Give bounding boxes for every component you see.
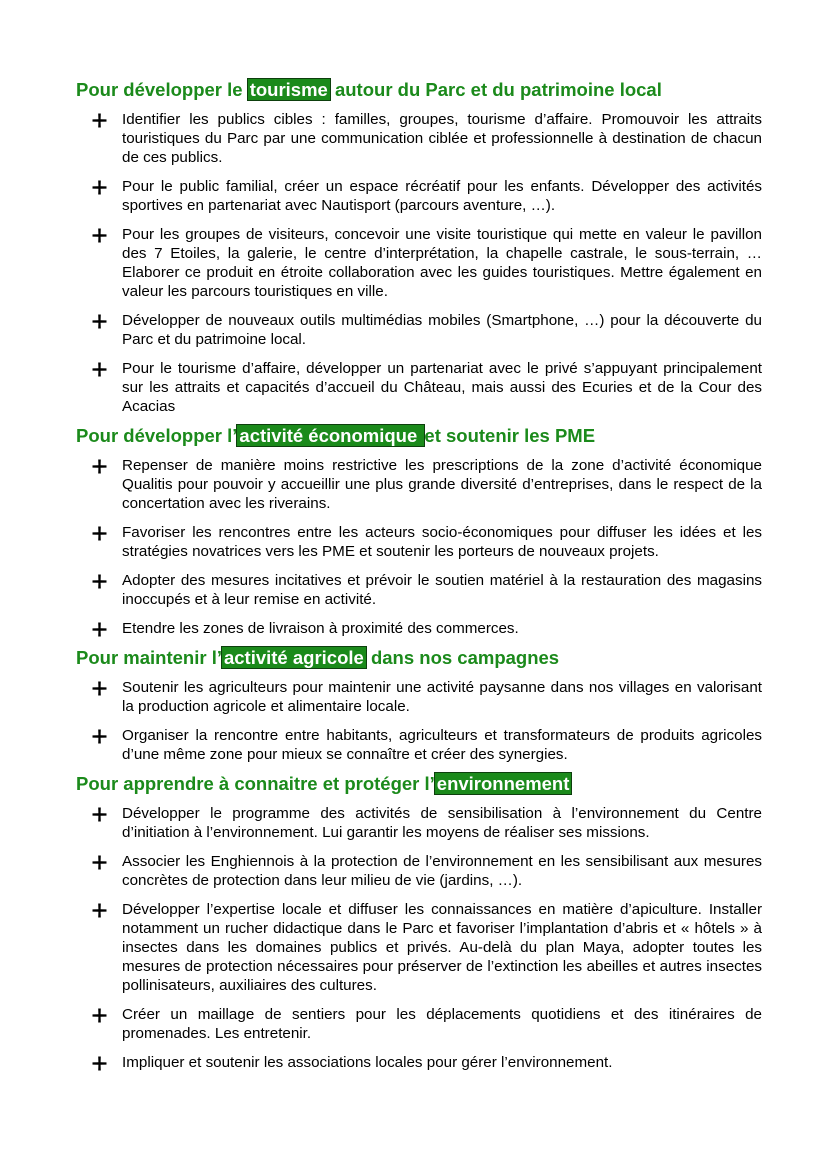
heading-prefix: Pour maintenir l’: [76, 647, 222, 668]
plus-bullet-icon: [92, 113, 107, 128]
list-item-text: Développer de nouveaux outils multimédias mobiles (Smartphone, …) pour la découverte du Parc et du patrimoine local.: [122, 312, 762, 348]
list-item-text: Organiser la rencontre entre habitants, agriculteurs et transformateurs de produits agricoles d’une même zone pour mieux se connaître et créer des synergies.: [122, 727, 762, 763]
list-item: [76, 110, 762, 167]
list-item: [76, 1005, 762, 1043]
list-item-text: Favoriser les rencontres entre les acteurs socio-économiques pour diffuser les idées et les stratégies novatrices vers les PME et soutenir les porteurs de nouveaux projets.: [122, 524, 762, 560]
section-heading: [76, 78, 762, 102]
list-item: [76, 804, 762, 842]
list-item: [76, 619, 762, 638]
plus-bullet-icon: [92, 729, 107, 744]
plus-bullet-icon: [92, 622, 107, 637]
heading-suffix: et soutenir les PME: [424, 425, 596, 446]
plus-bullet-icon: [92, 1056, 107, 1071]
list-item: [76, 571, 762, 609]
list-item-text: Impliquer et soutenir les associations locales pour gérer l’environnement.: [122, 1054, 613, 1071]
heading-highlight: activité agricole: [223, 647, 364, 668]
list-item-text: Adopter des mesures incitatives et prévoir le soutien matériel à la restauration des magasins inoccupés et à leur remise en activité.: [122, 572, 762, 608]
bullet-list: [76, 110, 762, 416]
list-item-text: Créer un maillage de sentiers pour les déplacements quotidiens et des itinéraires de promenades. Les entretenir.: [122, 1006, 762, 1042]
list-item-text: Pour le tourisme d’affaire, développer un partenariat avec le privé s’appuyant principalement sur les attraits et capacités d’accueil du Château, mais aussi des Ecuries et de la Cour des Acacias: [122, 360, 762, 415]
plus-bullet-icon: [92, 526, 107, 541]
section-tourisme: [76, 78, 762, 416]
list-item: [76, 678, 762, 716]
heading-suffix: dans nos campagnes: [365, 647, 560, 668]
heading-highlight: activité économique: [239, 425, 423, 446]
list-item: [76, 900, 762, 995]
list-item-text: Etendre les zones de livraison à proximité des commerces.: [122, 620, 519, 637]
heading-prefix: Pour développer le: [76, 79, 248, 100]
heading-highlight: tourisme: [249, 79, 328, 100]
heading-highlight: environnement: [436, 773, 570, 794]
list-item: [76, 456, 762, 513]
plus-bullet-icon: [92, 180, 107, 195]
list-item: [76, 359, 762, 416]
list-item-text: Développer l’expertise locale et diffuser les connaissances en matière d’apiculture. Installer notamment un rucher didactique dans le Parc et favoriser l’implantation d’abris et « hôtels » à insectes dans les domaines publics et privés. Au-delà du plan Maya, adopter toutes les mesures de protection nécessaires pour préserver de l’extinction les abeilles et autres insectes pollinisateurs, auxiliaires des cultures.: [122, 901, 762, 994]
bullet-list: [76, 678, 762, 764]
list-item-text: Soutenir les agriculteurs pour maintenir une activité paysanne dans nos villages en valorisant la production agricole et alimentaire locale.: [122, 679, 762, 715]
plus-bullet-icon: [92, 574, 107, 589]
plus-bullet-icon: [92, 1008, 107, 1023]
list-item-text: Repenser de manière moins restrictive les prescriptions de la zone d’activité économique Qualitis pour pouvoir y accueillir une plus grande diversité d’entreprises, dans le respect de la concertation avec les riverains.: [122, 457, 762, 512]
section-heading: [76, 646, 762, 670]
bullet-list: [76, 804, 762, 1072]
plus-bullet-icon: [92, 228, 107, 243]
plus-bullet-icon: [92, 855, 107, 870]
list-item: [76, 177, 762, 215]
list-item-text: Pour le public familial, créer un espace récréatif pour les enfants. Développer des activités sportives en partenariat avec Nautisport (parcours aventure, …).: [122, 178, 762, 214]
section-heading: [76, 424, 762, 448]
list-item: [76, 523, 762, 561]
list-item: [76, 225, 762, 301]
plus-bullet-icon: [92, 314, 107, 329]
plus-bullet-icon: [92, 362, 107, 377]
section-activite-agricole: [76, 646, 762, 764]
plus-bullet-icon: [92, 903, 107, 918]
list-item-text: Développer le programme des activités de sensibilisation à l’environnement du Centre d’initiation à l’environnement. Lui garantir les moyens de réaliser ses missions.: [122, 805, 762, 841]
list-item: [76, 852, 762, 890]
section-environnement: [76, 772, 762, 1072]
section-heading: [76, 772, 762, 796]
list-item-text: Pour les groupes de visiteurs, concevoir une visite touristique qui mette en valeur le pavillon des 7 Etoiles, la galerie, le centre d’interprétation, la chapelle castrale, le sous-terrain, … Elaborer ce produit en étroite collaboration avec les guides touristiques. Mettre également en valeur les parcours touristiques en ville.: [122, 226, 762, 300]
list-item: [76, 311, 762, 349]
bullet-list: [76, 456, 762, 638]
list-item: [76, 1053, 762, 1072]
heading-prefix: Pour apprendre à connaitre et protéger l’: [76, 773, 435, 794]
heading-suffix: autour du Parc et du patrimoine local: [329, 79, 662, 100]
section-activite-economique: [76, 424, 762, 638]
plus-bullet-icon: [92, 807, 107, 822]
list-item-text: Associer les Enghiennois à la protection de l’environnement en les sensibilisant aux mesures concrètes de protection dans leur milieu de vie (jardins, …).: [122, 853, 762, 889]
list-item-text: Identifier les publics cibles : familles, groupes, tourisme d’affaire. Promouvoir les attraits touristiques du Parc par une communication ciblée et professionnelle à destination de chacun de ces publics.: [122, 111, 762, 166]
plus-bullet-icon: [92, 681, 107, 696]
heading-prefix: Pour développer l’: [76, 425, 238, 446]
list-item: [76, 726, 762, 764]
plus-bullet-icon: [92, 459, 107, 474]
